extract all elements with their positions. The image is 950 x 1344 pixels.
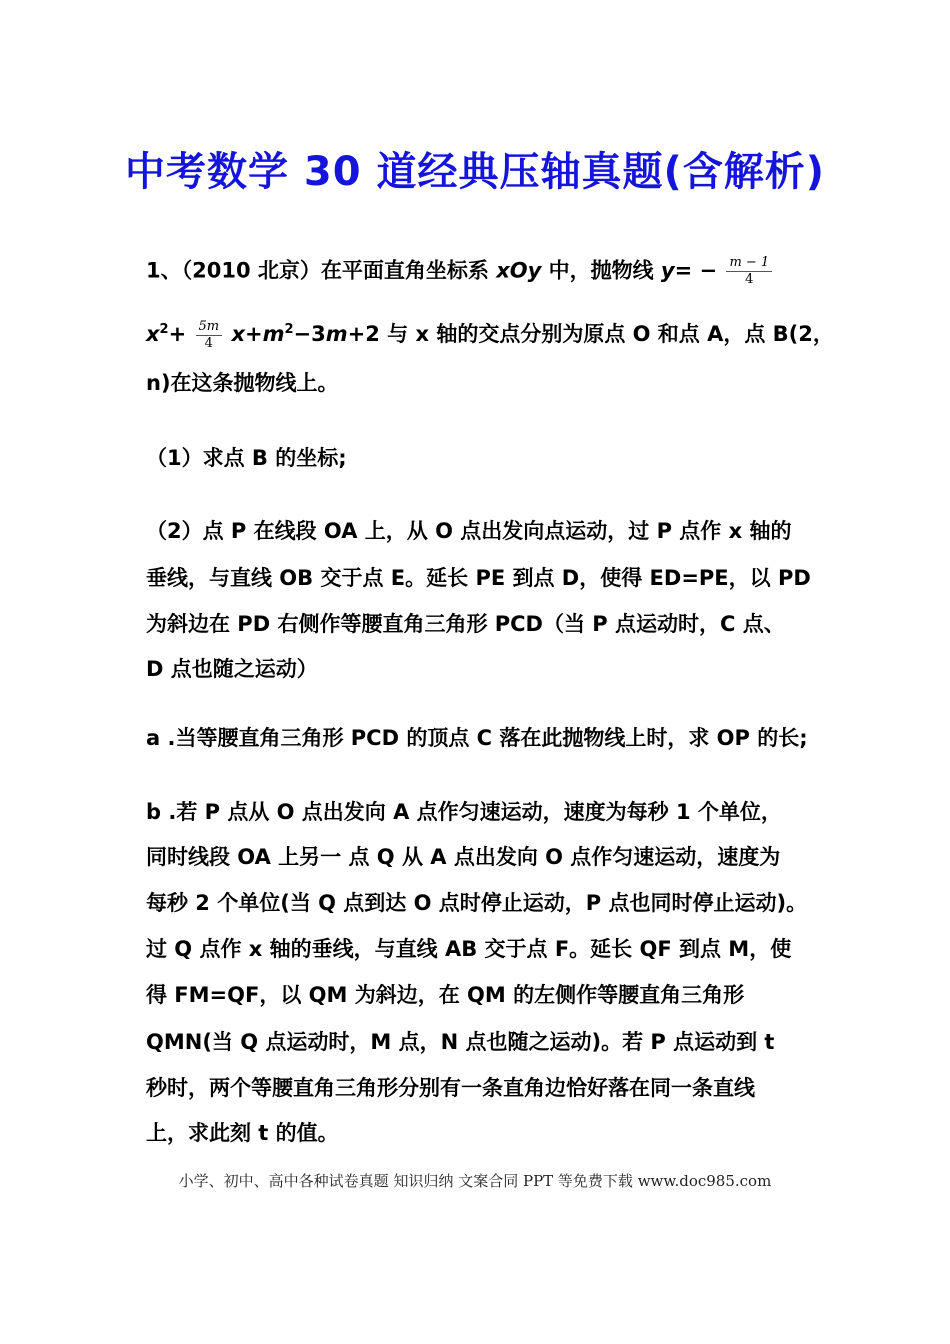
plus: + bbox=[168, 322, 187, 346]
frac-numerator: 5m bbox=[196, 319, 223, 336]
q1-sub-2-line: （2）点 P 在线段 OA 上，从 O 点出发向点运动，过 P 点作 x 轴的 bbox=[146, 519, 792, 543]
exponent: 2 bbox=[284, 322, 294, 337]
q1-part-b-line: 过 Q 点作 x 轴的垂线，与直线 AB 交于点 F。延长 QF 到点 M，使 bbox=[146, 937, 792, 961]
frac-denominator: 4 bbox=[745, 272, 754, 287]
q1-sub-2-line: D 点也随之运动） bbox=[146, 657, 318, 681]
q1-text: +2 与 x 轴的交点分别为原点 O 和点 A，点 B(2， bbox=[347, 322, 834, 346]
plus: + bbox=[244, 322, 263, 346]
q1-part-b-line: 每秒 2 个单位(当 Q 点到达 O 点时停止运动，P 点也同时停止运动)。 bbox=[146, 891, 808, 915]
q1-part-b-line: 秒时，两个等腰直角三角形分别有一条直角边恰好落在同一条直线 bbox=[146, 1076, 755, 1100]
q1-eq: = − bbox=[674, 258, 718, 283]
q1-part-b-line: 上，求此刻 t 的值。 bbox=[146, 1121, 339, 1145]
q1-xoy: xOy bbox=[496, 258, 542, 283]
q1-sub-2-line: 为斜边在 PD 右侧作等腰直角三角形 PCD（当 P 点运动时，C 点、 bbox=[146, 612, 785, 636]
var-m: m bbox=[325, 322, 348, 346]
fraction-m-minus-1-over-4 bbox=[726, 255, 772, 288]
var-x: x bbox=[146, 322, 160, 346]
q1-sub-2-line: 垂线，与直线 OB 交于点 E。延长 PE 到点 D，使得 ED=PE，以 PD bbox=[146, 566, 811, 590]
exponent: 2 bbox=[159, 322, 169, 337]
q1-sub-1: （1）求点 B 的坐标; bbox=[146, 446, 347, 470]
q1-line-1 bbox=[146, 255, 826, 288]
q1-part-b-line: 同时线段 OA 上另一 点 Q 从 A 点出发向 O 点作匀速运动，速度为 bbox=[146, 845, 781, 869]
minus-3: −3 bbox=[293, 322, 326, 346]
q1-text: 中，抛物线 bbox=[541, 258, 661, 283]
page-title: 中考数学 30 道经典压轴真题(含解析) bbox=[124, 149, 826, 195]
var-x: x bbox=[231, 322, 245, 346]
footer-note: 小学、初中、高中各种试卷真题 知识归纳 文案合同 PPT 等免费下载 www.doc985.com bbox=[178, 1172, 772, 1190]
q1-y: y bbox=[660, 258, 675, 283]
q1-line-3: n)在这条抛物线上。 bbox=[146, 371, 339, 395]
q1-part-b-line: b .若 P 点从 O 点出发向 A 点作匀速运动，速度为每秒 1 个单位， bbox=[146, 800, 782, 824]
q1-part-a: a .当等腰直角三角形 PCD 的顶点 C 落在此抛物线上时，求 OP 的长; bbox=[146, 726, 808, 750]
frac-denominator: 4 bbox=[204, 335, 213, 351]
q1-text: 1、（2010 北京）在平面直角坐标系 bbox=[146, 258, 497, 283]
q1-line-2 bbox=[146, 315, 834, 352]
fraction-5m-over-4 bbox=[196, 319, 223, 352]
q1-part-b-line: 得 FM=QF，以 QM 为斜边，在 QM 的左侧作等腰直角三角形 bbox=[146, 983, 745, 1007]
var-m: m bbox=[262, 322, 285, 346]
q1-part-b-line: QMN(当 Q 点运动时，M 点，N 点也随之运动)。若 P 点运动到 t bbox=[146, 1030, 775, 1054]
frac-numerator: m − 1 bbox=[726, 255, 772, 272]
